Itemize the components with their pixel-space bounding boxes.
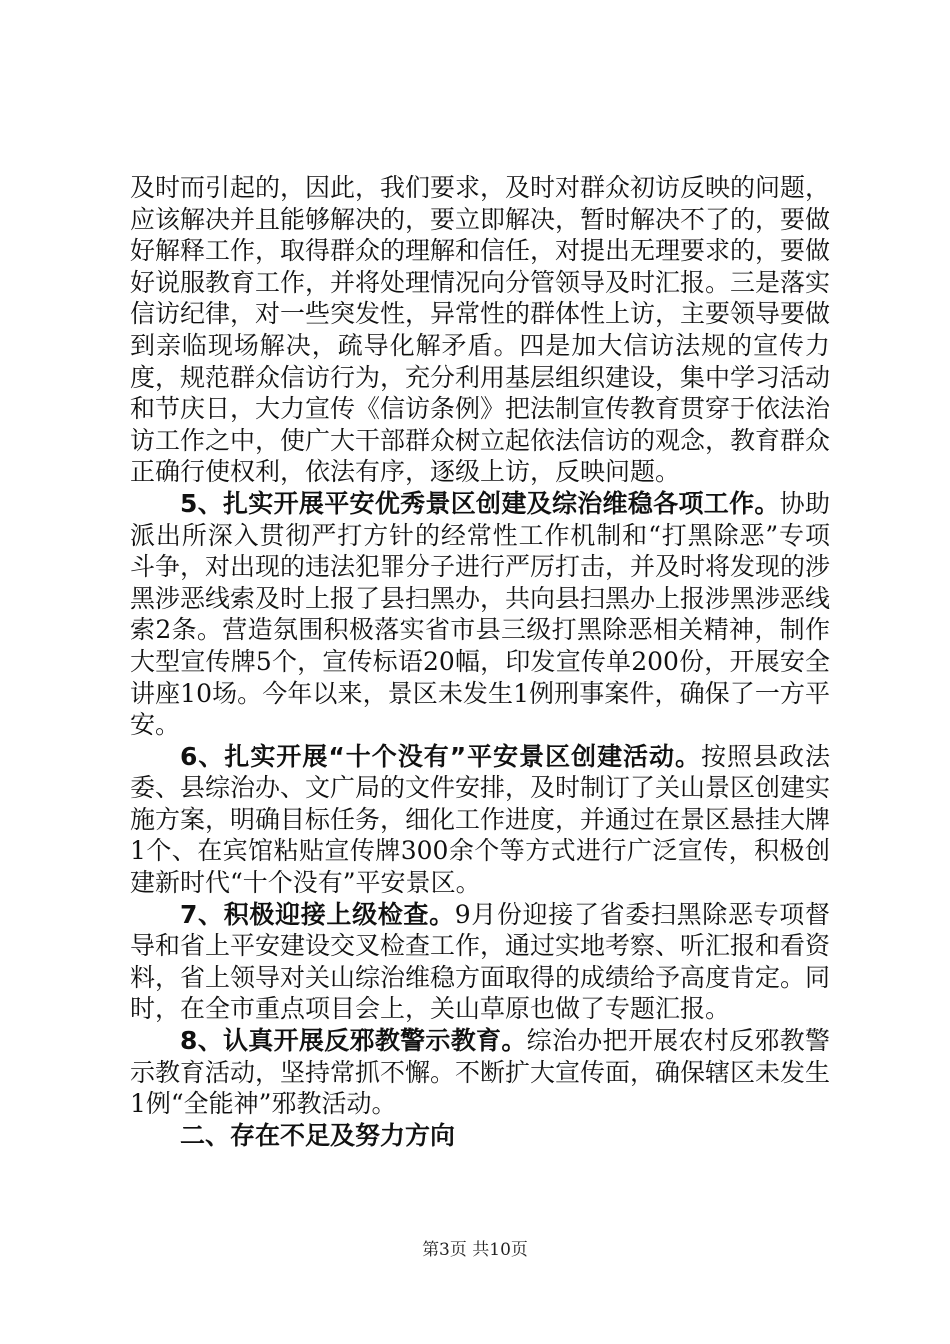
page-footer — [0, 1239, 950, 1261]
paragraph-item-7 — [130, 899, 830, 1025]
paragraph-item-6 — [130, 741, 830, 899]
document-body — [130, 172, 830, 1151]
paragraph-item-5 — [130, 488, 830, 741]
paragraph-text: 综治办把开展农村反邪教警示教育活动，坚持常抓不懈。不断扩大宣传面，确保辖区未发生1例“全能神”邪教活动。 — [130, 1026, 831, 1119]
paragraph-item-8 — [130, 1025, 830, 1120]
paragraph-text: 及时而引起的，因此，我们要求，及时对群众初访反映的问题，应该解决并且能够解决的，要立即解决，暂时解决不了的，要做好解释工作，取得群众的理解和信任，对提出无理要求的，要做好说服教育工作，并将处理情况向分管领导及时汇报。三是落实信访纪律，对一些突发性，异常性的群体性上访，主要领导要做到亲临现场解决，疏导化解矛盾。四是加大信访法规的宣传力度，规范群众信访行为，充分利用基层组织建设，集中学习活动和节庆日，大力宣传《信访条例》把法制宣传教育贯穿于依法治访工作之中，使广大干部群众树立起依法信访的观念，教育群众正确行使权利，依法有序，逐级上访，反映问题。 — [130, 173, 831, 487]
paragraph-lead: 5、扎实开展平安优秀景区创建及综治维稳各项工作。 — [180, 488, 780, 518]
paragraph-lead: 7、积极迎接上级检查。 — [180, 899, 455, 929]
paragraph-lead: 8、认真开展反邪教警示教育。 — [180, 1026, 527, 1056]
page-number-label: 第3页 共10页 — [422, 1240, 528, 1260]
paragraph-text: 协助派出所深入贯彻严打方针的经常性工作机制和“打黑除恶”专项斗争，对出现的违法犯罪分子进行严厉打击，并及时将发现的涉黑涉恶线索及时上报了县扫黑办，共向县扫黑办上报涉黑涉恶线索2条。营造氛围积极落实省市县三级打黑除恶相关精神，制作大型宣传牌5个，宣传标语20幅，印发宣传单200份，开展安全讲座10场。今年以来，景区未发生1例刑事案件，确保了一方平安。 — [130, 488, 831, 740]
paragraph-text: 9月份迎接了省委扫黑除恶专项督导和省上平安建设交叉检查工作，通过实地考察、听汇报和看资料，省上领导对关山综治维稳方面取得的成绩给予高度肯定。同时，在全市重点项目会上，关山草原也做了专题汇报。 — [130, 899, 831, 1024]
paragraph-text: 按照县政法委、县综治办、文广局的文件安排，及时制订了关山景区创建实施方案，明确目标任务，细化工作进度，并通过在景区悬挂大牌1个、在宾馆粘贴宣传牌300余个等方式进行广泛宣传，积极创建新时代“十个没有”平安景区。 — [130, 741, 831, 898]
paragraph-continuation — [130, 172, 830, 488]
section-heading: 二、存在不足及努力方向 — [180, 1120, 456, 1150]
paragraph-lead: 6、扎实开展“十个没有”平安景区创建活动。 — [180, 741, 702, 771]
